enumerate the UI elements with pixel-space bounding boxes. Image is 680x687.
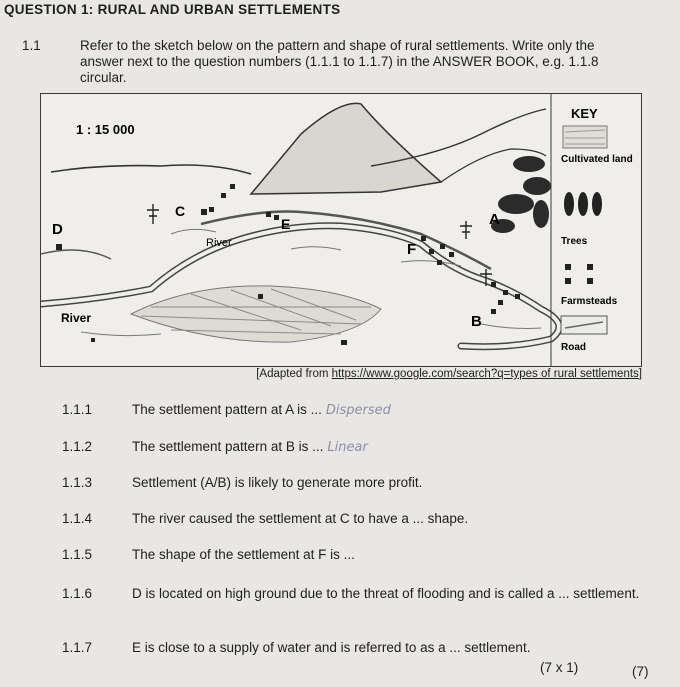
question-text: D is located on high ground due to the threat of flooding and is called a ... settlement. [132, 586, 640, 601]
road-left [41, 250, 111, 259]
question-text: Settlement (A/B) is likely to generate more profit. [132, 475, 423, 490]
question-text [132, 439, 652, 456]
question-text [132, 402, 652, 419]
label-river-top: River [206, 237, 232, 249]
source-link: https://www.google.com/search?q=types of rural settlements [331, 368, 639, 380]
handwritten-answer: Dispersed [325, 403, 391, 418]
source-prefix: [Adapted from [256, 368, 332, 380]
settlement-sketch [40, 93, 642, 367]
label-f: F [407, 241, 417, 258]
hill-contour-left [51, 165, 251, 174]
label-e: E [281, 216, 291, 232]
sketch-drawing [41, 94, 641, 366]
question-number: 1.1.6 [62, 586, 93, 601]
label-b: B [471, 313, 482, 330]
intro-text: Refer to the sketch below on the pattern and shape of rural settlements. Write only the answer next to the question numbers (1.1.1 to 1.1.7) in the ANSWER BOOK, e.g. 1.1.8 circular. [80, 38, 599, 85]
trees-right [491, 156, 551, 233]
sketch-scale: 1 : 15 000 [76, 122, 135, 137]
question-title: QUESTION 1: RURAL AND URBAN SETTLEMENTS [4, 2, 341, 17]
question-number: 1.1.7 [62, 640, 93, 655]
question-prompt: The settlement pattern at A is ... [132, 402, 322, 417]
label-d: D [52, 221, 63, 238]
question-number: 1.1.3 [62, 475, 93, 490]
source-suffix: ] [638, 368, 642, 380]
key-trees-symbol [564, 192, 602, 216]
key-road-label: Road [561, 342, 586, 353]
marks-formula: (7 x 1) [540, 660, 579, 675]
question-text: The shape of the settlement at F is ... [132, 547, 355, 562]
source-citation [256, 368, 642, 380]
key-cultivated-symbol [563, 126, 607, 148]
question-number: 1.1.1 [62, 402, 93, 417]
handwritten-answer: Linear [327, 440, 368, 455]
question-number: 1.1.4 [62, 511, 93, 526]
question-text: The river caused the settlement at C to have a ... shape. [132, 511, 469, 526]
key-farmsteads-label: Farmsteads [561, 296, 618, 307]
intro-number: 1.1 [22, 38, 41, 53]
mountain [251, 103, 441, 194]
key-cultivated-label: Cultivated land [561, 154, 633, 165]
marks-total: (7) [632, 664, 649, 679]
question-number: 1.1.5 [62, 547, 93, 562]
key-farmsteads-symbol [565, 264, 593, 284]
label-a: A [489, 211, 500, 228]
question-text: E is close to a supply of water and is referred to as a ... settlement. [132, 640, 531, 655]
key-trees-label: Trees [561, 236, 588, 247]
question-prompt: The settlement pattern at B is ... [132, 439, 324, 454]
label-c: C [175, 203, 186, 219]
key-title: KEY [571, 106, 598, 121]
label-river-left: River [61, 311, 92, 325]
question-number: 1.1.2 [62, 439, 93, 454]
